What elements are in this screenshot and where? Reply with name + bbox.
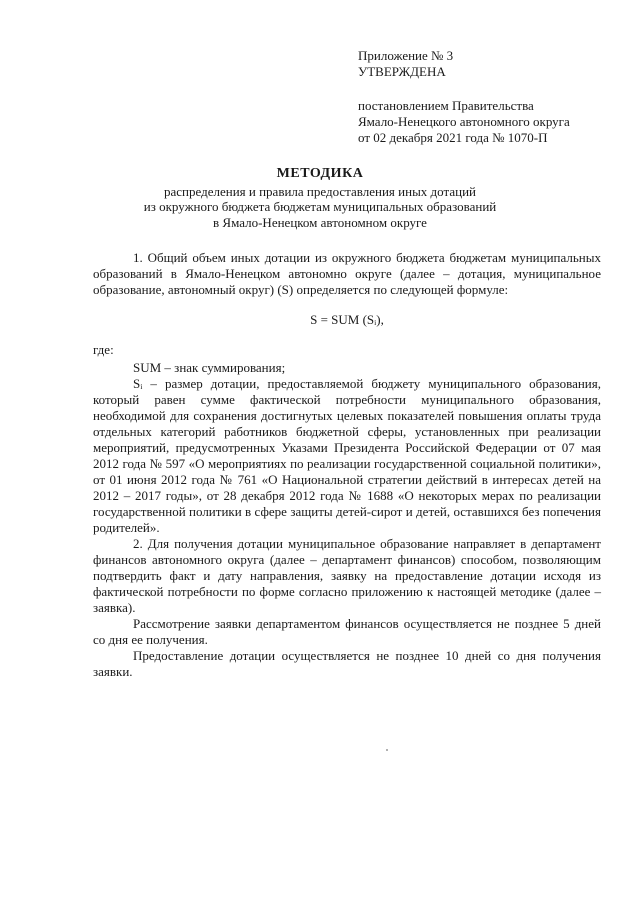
formula: S = SUM (Sᵢ), bbox=[310, 312, 384, 327]
where-label: где: bbox=[93, 342, 114, 357]
government-line: Ямало-Ненецкого автономного округа bbox=[358, 114, 570, 129]
title-heading: МЕТОДИКА bbox=[276, 166, 364, 181]
resolution-line: постановлением Правительства bbox=[358, 98, 534, 113]
resolution-date: от 02 декабря 2021 года № 1070-П bbox=[358, 130, 548, 145]
appendix-number: Приложение № 3 bbox=[358, 48, 454, 63]
document-body bbox=[93, 250, 601, 680]
approval-stamp bbox=[358, 48, 618, 146]
paragraph-4: Предоставление дотации осуществляется не позднее 10 дней со дня получения заявки. bbox=[93, 648, 601, 679]
document-title bbox=[60, 166, 580, 230]
sum-definition: SUM – знак суммирования; bbox=[133, 360, 286, 375]
si-definition: Sᵢ – размер дотации, предоставляемой бюджету муниципального образования, который равен сумме фактической потребности муниципального образования, необходимой для сохранения достигнутых целевых показателей повышения оплаты труда отдельных категорий работников бюджетной сферы, установленных при реализации мероприятий, предусмотренных Указами Президента Российской Федерации от 07 мая 2012 года № 597 «О мероприятиях по реализации государственной социальной политики», от 01 июня 2012 года № 761 «О Национальной стратегии действий в интересах детей на 2012 – 2017 годы», от 28 декабря 2012 года № 1688 «О некоторых мерах по реализации государственной политики в сфере защиты детей-сирот и детей, оставшихся без попечения родителей». bbox=[93, 376, 601, 535]
paragraph-2: 2. Для получения дотации муниципальное образование направляет в департамент финансов автономного округа (далее – департамент финансов) способом, позволяющим подтвердить факт и дату направления, заявку на предоставление дотации исходя из фактической потребности по форме согласно приложению к настоящей методике (далее – заявка). bbox=[93, 536, 601, 615]
title-line-1: распределения и правила предоставления иных дотаций bbox=[164, 183, 476, 199]
title-line-2: из окружного бюджета бюджетам муниципальных образований bbox=[143, 199, 497, 214]
paragraph-1: 1. Общий объем иных дотации из окружного бюджета бюджетам муниципальных образований в Ямало-Ненецком автономно округе (далее – дотация, муниципальное образование, автономный округ) (S) определяется по следующей формуле: bbox=[93, 250, 601, 297]
title-line-3: в Ямало-Ненецком автономном округе bbox=[213, 214, 427, 230]
approved-label: УТВЕРЖДЕНА bbox=[358, 64, 446, 79]
paragraph-3: Рассмотрение заявки департаментом финансов осуществляется не позднее 5 дней со дня ее получения. bbox=[93, 616, 601, 647]
scan-speck bbox=[386, 749, 388, 751]
